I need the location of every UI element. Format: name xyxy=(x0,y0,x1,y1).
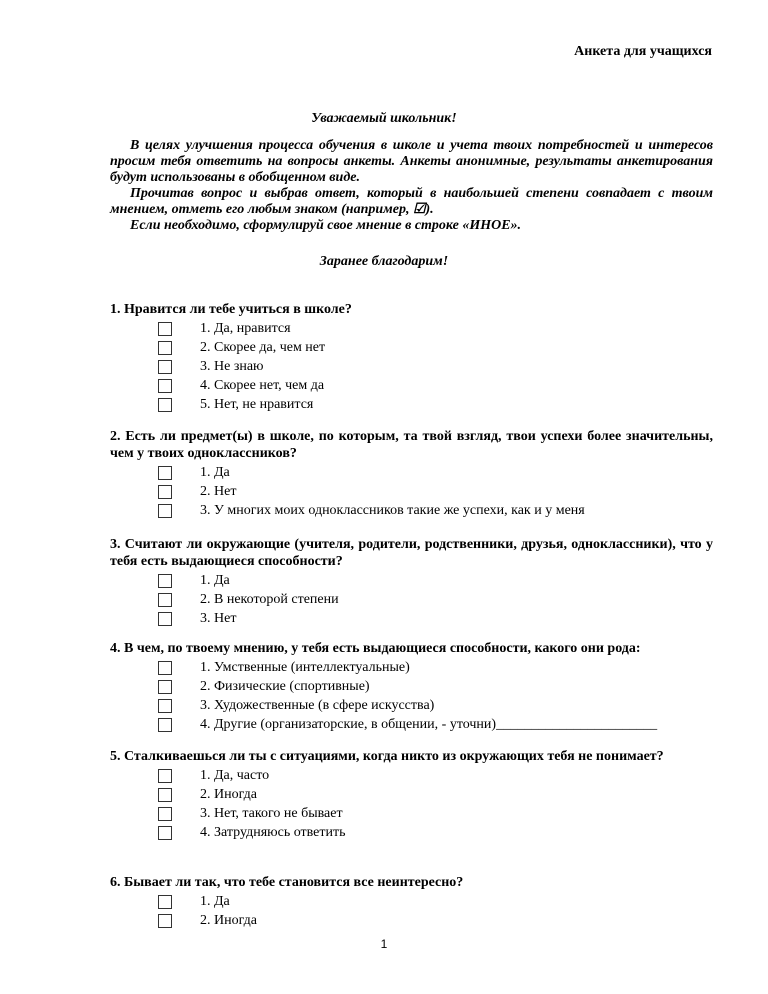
answer-option[interactable] xyxy=(110,482,713,501)
question-text: 3. Считают ли окружающие (учителя, родители, родственники, друзья, одноклассники), что у тебя есть выдающиеся способности? xyxy=(110,537,713,569)
checkbox[interactable] xyxy=(158,807,172,821)
checkbox[interactable] xyxy=(158,360,172,374)
option-label: 4. Другие (организаторские, в общении, - уточни)_______________________ xyxy=(200,717,658,733)
checkbox[interactable] xyxy=(158,574,172,588)
intro-paragraph-3: Если необходимо, сформулируй свое мнение в строке «ИНОЕ». xyxy=(130,218,522,233)
answer-option[interactable] xyxy=(110,609,713,628)
checkbox[interactable] xyxy=(158,826,172,840)
thanks-line: Заранее благодарим! xyxy=(319,254,449,269)
answer-option[interactable] xyxy=(110,804,713,823)
question-6 xyxy=(110,874,713,930)
option-label: 2. В некоторой степени xyxy=(200,591,339,607)
checkbox[interactable] xyxy=(158,466,172,480)
checkbox[interactable] xyxy=(158,661,172,675)
answer-option[interactable] xyxy=(110,501,713,520)
option-label: 2. Скорее да, чем нет xyxy=(200,339,326,355)
answer-option[interactable] xyxy=(110,892,713,911)
answer-option[interactable] xyxy=(110,319,713,338)
checkbox[interactable] xyxy=(158,593,172,607)
answer-option[interactable] xyxy=(110,716,713,735)
answer-option[interactable] xyxy=(110,463,713,482)
answer-option[interactable] xyxy=(110,785,713,804)
option-label: 5. Нет, не нравится xyxy=(200,397,314,413)
checkbox[interactable] xyxy=(158,895,172,909)
option-label: 2. Иногда xyxy=(200,786,257,802)
intro-paragraph-1: В целях улучшения процесса обучения в школе и учета твоих потребностей и интересов просим тебя ответить на вопросы анкеты. Анкеты анонимные, результаты анкетирования будут использованы в обобщенном виде. xyxy=(110,138,713,185)
checkbox[interactable] xyxy=(158,680,172,694)
question-3 xyxy=(110,536,713,629)
checkbox[interactable] xyxy=(158,322,172,336)
option-label: 3. У многих моих одноклассников такие же успехи, как и у меня xyxy=(200,502,585,518)
answer-option[interactable] xyxy=(110,590,713,609)
checkbox[interactable] xyxy=(158,718,172,732)
checkbox[interactable] xyxy=(158,341,172,355)
question-1 xyxy=(110,301,713,415)
option-label: 4. Затрудняюсь ответить xyxy=(200,825,346,841)
question-text: 6. Бывает ли так, что тебе становится все неинтересно? xyxy=(110,875,464,890)
option-label: 4. Скорее нет, чем да xyxy=(200,378,325,394)
question-text: 5. Сталкиваешься ли ты с ситуациями, когда никто из окружающих тебя не понимает? xyxy=(110,749,664,764)
greeting: Уважаемый школьник! xyxy=(311,111,457,126)
option-label: 1. Да xyxy=(200,893,230,909)
checkbox[interactable] xyxy=(158,379,172,393)
checkbox[interactable] xyxy=(158,788,172,802)
checkbox[interactable] xyxy=(158,504,172,518)
checkbox[interactable] xyxy=(158,914,172,928)
option-label: 3. Нет xyxy=(200,610,237,626)
question-text: 4. В чем, по твоему мнению, у тебя есть выдающиеся способности, какого они рода: xyxy=(110,641,641,656)
answer-option[interactable] xyxy=(110,658,713,677)
option-label: 1. Да, часто xyxy=(200,767,270,783)
option-label: 1. Да xyxy=(200,464,230,480)
checkbox[interactable] xyxy=(158,612,172,626)
question-5 xyxy=(110,748,713,843)
option-label: 2. Физические (спортивные) xyxy=(200,678,370,694)
answer-option[interactable] xyxy=(110,338,713,357)
checkbox[interactable] xyxy=(158,769,172,783)
document-header-title: Анкета для учащихся xyxy=(574,44,712,59)
answer-option[interactable] xyxy=(110,766,713,785)
question-text: 2. Есть ли предмет(ы) в школе, по которым, та твой взгляд, твои успехи более значительны, чем у твоих одноклассников? xyxy=(110,429,713,461)
answer-option[interactable] xyxy=(110,357,713,376)
option-label: 1. Да, нравится xyxy=(200,320,291,336)
answer-option[interactable] xyxy=(110,677,713,696)
option-label: 3. Художественные (в сфере искусства) xyxy=(200,697,435,713)
question-text: 1. Нравится ли тебе учиться в школе? xyxy=(110,302,352,317)
option-label: 1. Умственные (интеллектуальные) xyxy=(200,659,410,675)
answer-option[interactable] xyxy=(110,377,713,396)
option-label: 3. Не знаю xyxy=(200,358,264,374)
option-label: 3. Нет, такого не бывает xyxy=(200,805,343,821)
option-label: 1. Да xyxy=(200,572,230,588)
question-4 xyxy=(110,640,713,735)
intro-paragraph-2: Прочитав вопрос и выбрав ответ, который в наибольшей степени совпадает с твоим мнением, отметь его любым знаком (например, ☑). xyxy=(110,186,713,217)
question-2 xyxy=(110,428,713,521)
checkbox[interactable] xyxy=(158,398,172,412)
option-label: 2. Иногда xyxy=(200,912,257,928)
page-number: 1 xyxy=(380,937,388,951)
answer-option[interactable] xyxy=(110,911,713,930)
checkbox[interactable] xyxy=(158,485,172,499)
answer-option[interactable] xyxy=(110,696,713,715)
answer-option[interactable] xyxy=(110,824,713,843)
checkbox[interactable] xyxy=(158,699,172,713)
answer-option[interactable] xyxy=(110,571,713,590)
option-label: 2. Нет xyxy=(200,483,237,499)
intro-text xyxy=(110,138,713,234)
answer-option[interactable] xyxy=(110,396,713,415)
